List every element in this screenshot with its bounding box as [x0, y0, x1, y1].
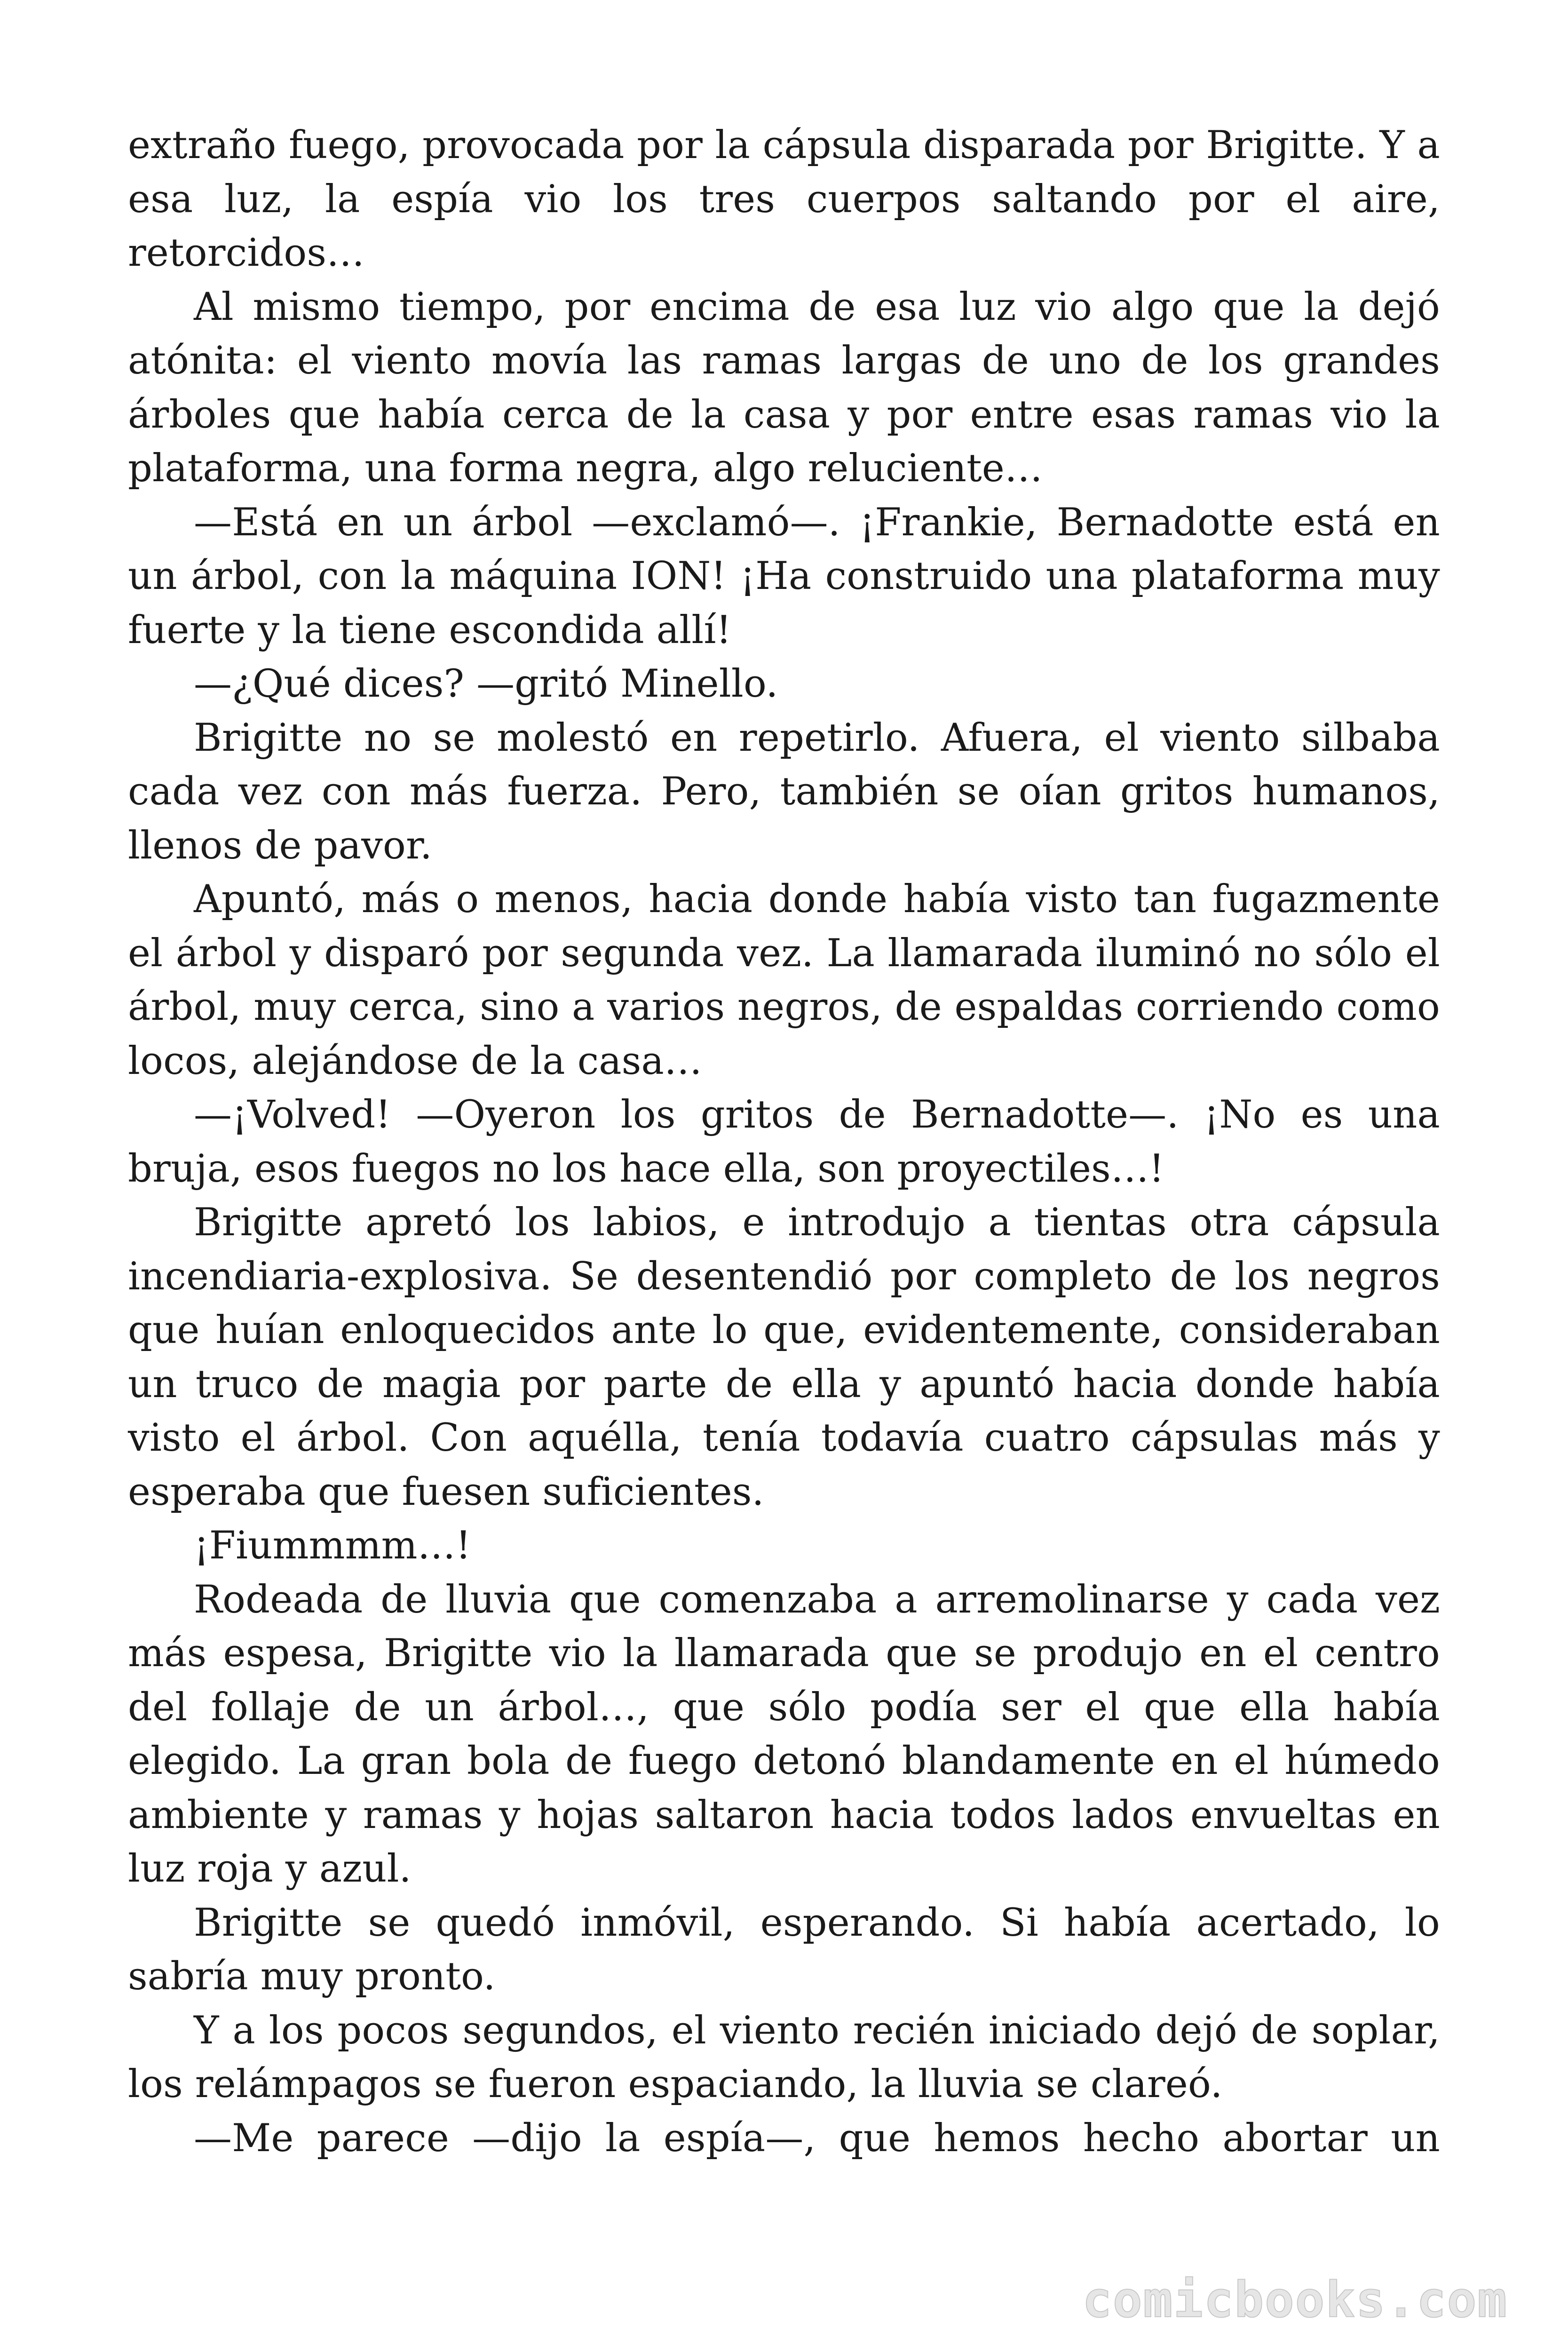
paragraph: Brigitte no se molestó en repetirlo. Afuera, el viento silbaba cada vez con más fuerza. Pero, también se oían gritos humanos, llenos de pavor. [128, 715, 1440, 868]
paragraph: extraño fuego, provocada por la cápsula disparada por Brigitte. Y a esa luz, la espía vio los tres cuerpos saltando por el aire, retorcidos… [128, 123, 1440, 275]
watermark: comicbooks.com [1082, 2271, 1508, 2328]
page-text [128, 119, 1440, 2165]
paragraph: Y a los pocos segundos, el viento recién iniciado dejó de soplar, los relámpagos se fueron espaciando, la lluvia se clareó. [128, 2008, 1440, 2106]
paragraph: —Está en un árbol —exclamó—. ¡Frankie, Bernadotte está en un árbol, con la máquina ION! ¡Ha construido una plataforma muy fuerte y la tiene escondida allí! [128, 500, 1440, 652]
paragraph: —¡Volved! —Oyeron los gritos de Bernadotte—. ¡No es una bruja, esos fuegos no los hace ella, son proyectiles…! [128, 1093, 1440, 1191]
paragraph: —Me parece —dijo la espía—, que hemos hecho abortar un [194, 2116, 1440, 2161]
paragraph: Brigitte se quedó inmóvil, esperando. Si había acertado, lo sabría muy pronto. [128, 1900, 1440, 1999]
paragraph: ¡Fiummmm…! [194, 1524, 471, 1568]
paragraph: Rodeada de lluvia que comenzaba a arremolinarse y cada vez más espesa, Brigitte vio la llamarada que se produjo en el centro del follaje de un árbol…, que sólo podía ser el que ella había elegido. La gran bola de fuego detonó blandamente en el húmedo ambiente y ramas y hojas saltaron hacia todos lados envueltas en luz roja y azul. [128, 1577, 1440, 1891]
paragraph: Brigitte apretó los labios, e introdujo a tientas otra cápsula incendiaria-explosiva. Se desentendió por completo de los negros que huían enloquecidos ante lo que, evidentemente, consideraban un truco de magia por parte de ella y apuntó hacia donde había visto el árbol. Con aquélla, tenía todavía cuatro cápsulas más y esperaba que fuesen suficientes. [128, 1200, 1440, 1514]
paragraph: —¿Qué dices? —gritó Minello. [194, 662, 778, 706]
paragraph: Al mismo tiempo, por encima de esa luz vio algo que la dejó atónita: el viento movía las ramas largas de uno de los grandes árboles que había cerca de la casa y por entre esas ramas vio la plataforma, una forma negra, algo reluciente… [128, 285, 1440, 491]
paragraph: Apuntó, más o menos, hacia donde había visto tan fugazmente el árbol y disparó por segunda vez. La llamarada iluminó no sólo el árbol, muy cerca, sino a varios negros, de espaldas corriendo como locos, alejándose de la casa… [128, 877, 1440, 1083]
